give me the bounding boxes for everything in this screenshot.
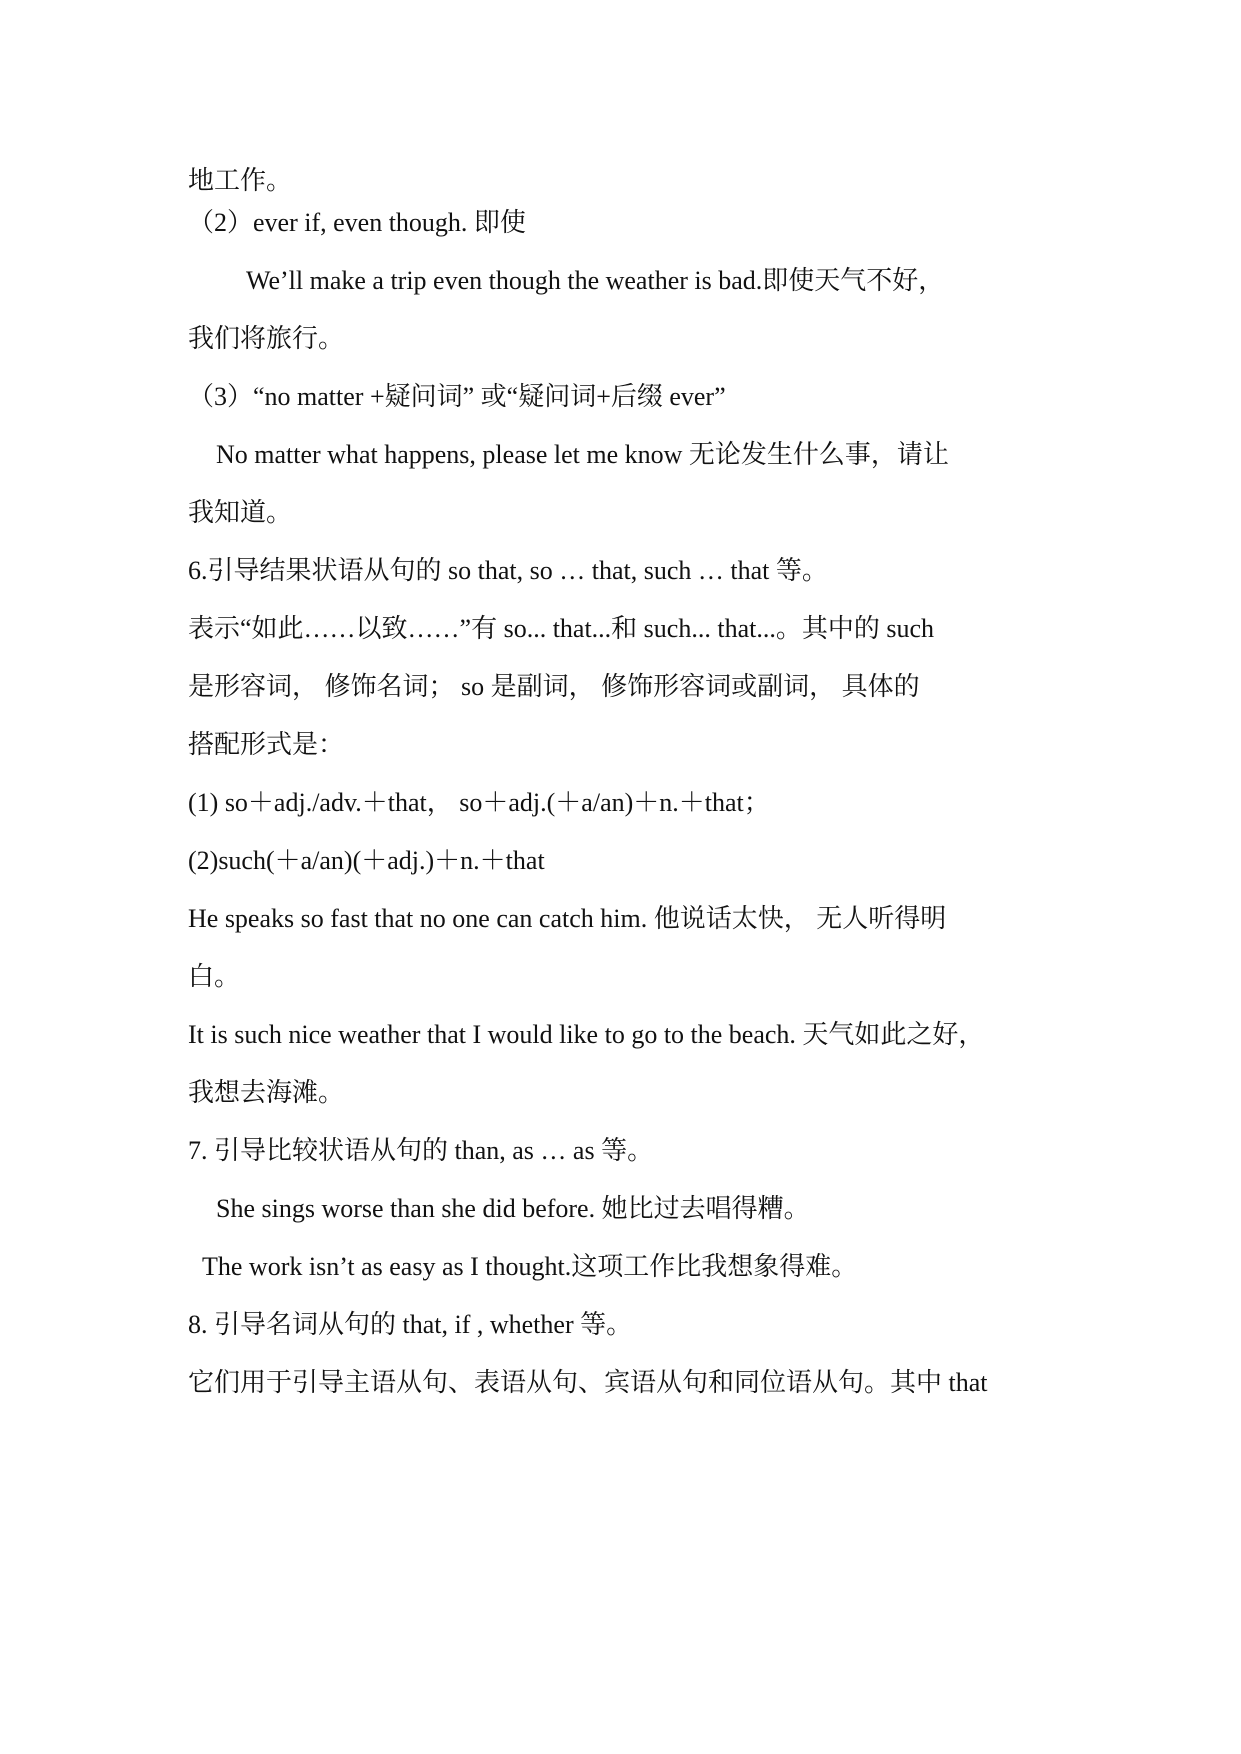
section-heading: 6.引导结果状语从句的 so that, so … that, such … that 等。	[188, 556, 828, 585]
text-line: 搭配形式是：	[188, 730, 345, 759]
text-line: 我想去海滩。	[188, 1078, 345, 1107]
text-line: 我知道。	[188, 498, 293, 527]
section-heading: 8. 引导名词从句的 that, if , whether 等。	[188, 1310, 633, 1339]
text-line: 白。	[188, 962, 241, 991]
text-line: 地工作。	[188, 166, 293, 195]
text-line: 我们将旅行。	[188, 324, 345, 353]
text-line: 是形容词， 修饰名词； so 是副词， 修饰形容词或副词， 具体的	[188, 672, 920, 701]
text-line: It is such nice weather that I would like to go to the beach. 天气如此之好，	[188, 1020, 985, 1049]
section-heading: 7. 引导比较状语从句的 than, as … as 等。	[188, 1136, 654, 1165]
text-line: The work isn’t as easy as I thought.这项工作比我想象得难。	[202, 1252, 858, 1281]
text-line: 它们用于引导主语从句、表语从句、宾语从句和同位语从句。其中 that	[188, 1368, 988, 1397]
text-line: (2)such(＋a/an)(＋adj.)＋n.＋that	[188, 846, 545, 875]
text-line: 表示“如此……以致……”有 so... that...和 such... that...。其中的 such	[188, 614, 934, 643]
text-line: We’ll make a trip even though the weather is bad.即使天气不好，	[246, 266, 945, 295]
text-line: （2）ever if, even though. 即使	[188, 208, 526, 237]
text-line: （3）“no matter +疑问词” 或“疑问词+后缀 ever”	[188, 382, 726, 411]
text-line: He speaks so fast that no one can catch him. 他说话太快， 无人听得明	[188, 904, 947, 933]
text-line: No matter what happens, please let me know 无论发生什么事，请让	[216, 440, 949, 469]
text-line: (1) so＋adj./adv.＋that， so＋adj.(＋a/an)＋n.＋that；	[188, 788, 770, 817]
text-line: She sings worse than she did before. 她比过去唱得糟。	[216, 1194, 810, 1223]
